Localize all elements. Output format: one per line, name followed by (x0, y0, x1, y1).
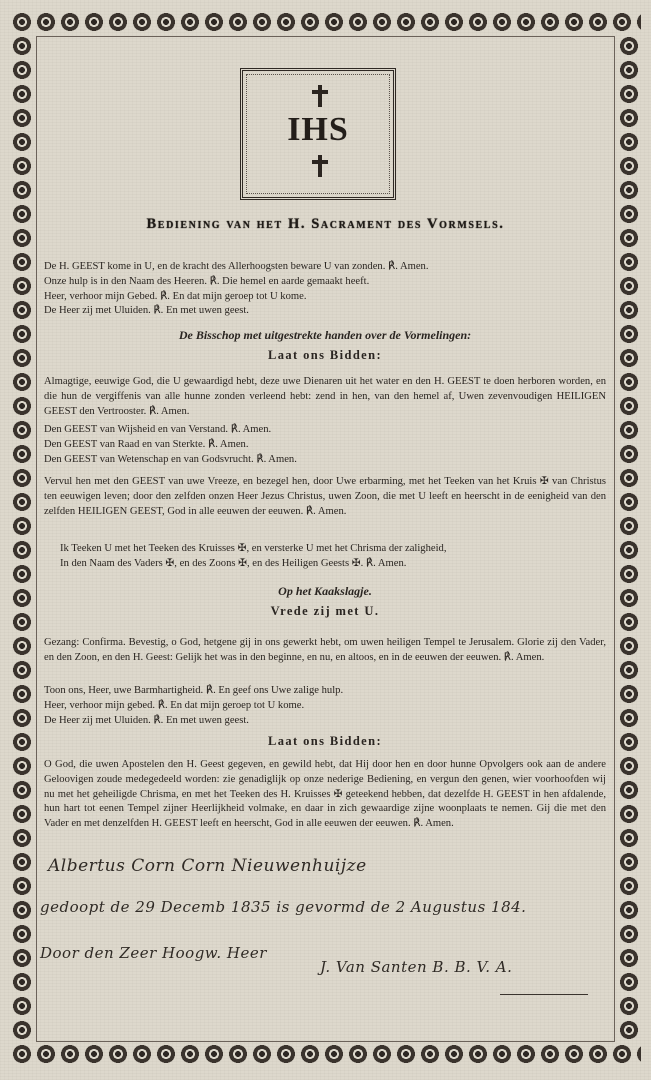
peace-heading: Vrede zij met U. (270, 604, 380, 618)
prayer-o-god: O God, die uwen Apostelen den H. Geest gegeven, en gewild hebt, dat Hij door hen en door hunne Opvolgers ook aan de andere Geloovigen zoude medegedeeld worden: zie genadiglijk op onze nederige Bediening, en vergun den genen, wier voorhoofden wij nu met het geheiligde Chrisma, en met het Teeken des H. Kruisses ✠ geteekend hebben, dat dezelfde H. GEEST in hen afdalende, hun hart tot eenen Tempel zijner Heerlijkheid volmake, en daar in zich gewaardige zijne woonplaats te nemen. Gij die met den Vader en met denzelfden H. GEEST leeft en heerscht, God in alle eeuwen der eeuwen. ℟. Amen. (44, 759, 606, 830)
spirits-list (44, 423, 606, 467)
ornamental-border-right (617, 34, 641, 1042)
confirmation-formula (60, 542, 600, 572)
spirit-line: Den GEEST van Raad en van Sterkte. ℟. Amen. (44, 438, 249, 450)
document-title: Bediening van het H. Sacrament des Vormsels. (146, 216, 505, 232)
prayer-heading: Laat ons Bidden: (267, 734, 383, 748)
ornamental-border-left (10, 34, 34, 1042)
rubric-slap: Op het Kaakslagje. (278, 584, 372, 598)
closing-versicles (44, 684, 606, 728)
spirit-line: Den GEEST van Wijsheid en van Verstand. ℟. Amen. (44, 424, 272, 435)
gezang-confirma: Gezang: Confirma. Bevestig, o God, hetgene gij in ons gewerkt hebt, om uwen heiligen Tempel te Jerusalem. Glorie zij den Vader, en den Zoon, en den H. Geest: Gelijk het was in den beginne, en nu, en altoos, en in de eeuwen der eeuwen. ℟. Amen. (44, 637, 606, 663)
versicle-line: Heer, verhoor mijn gebed. ℟. En dat mijn geroep tot U kome. (44, 699, 305, 711)
ornamental-border-bottom (10, 1042, 641, 1066)
ihs-monogram-frame (240, 68, 396, 200)
signature-underline (500, 994, 588, 995)
versicle-line: De Heer zij met Uluiden. ℟. En met uwen geest. (44, 714, 249, 726)
handwritten-signature: J. Van Santen B. B. V. A. (320, 958, 513, 976)
handwritten-officiant: Door den Zeer Hoogw. Heer (40, 944, 267, 962)
versicle-line: Toon ons, Heer, uwe Barmhartigheid. ℟. En geef ons Uwe zalige hulp. (44, 685, 344, 696)
opening-line: Heer, verhoor mijn Gebed. ℟. En dat mijn geroep tot U kome. (44, 290, 307, 302)
ornamental-border-top (10, 10, 641, 34)
handwritten-baptism-confirmation: gedoopt de 29 Decemb 1835 is gevormd de 2 Augustus 184. (40, 898, 527, 916)
rubric-outstretched-hands: De Bisschop met uitgestrekte handen over de Vormelingen: (178, 328, 472, 342)
spirit-line: Den GEEST van Wetenschap en van Godsvrucht. ℟. Amen. (44, 453, 297, 465)
prayer-fill: Vervul hen met den GEEST van uwe Vreeze, en bezegel hen, door Uwe erbarming, met het Teeken van het Kruis ✠ van Christus ten eeuwigen leven; door den zelfden onzen Heer Jezus Christus, uwen Zoon, die met U leeft en heerscht in de eenigheid van den zelfden HEILIGEN GEEST, God in alle eeuwen der eeuwen. ℟. Amen. (44, 476, 606, 517)
opening-line: De Heer zij met Uluiden. ℟. En met uwen geest. (44, 305, 249, 317)
handwritten-name: Albertus Corn Corn Nieuwenhuijze (48, 856, 367, 876)
opening-versicles (44, 260, 606, 319)
opening-line: De H. GEEST kome in U, en de kracht des Allerhoogsten beware U van zonden. ℟. Amen. (44, 261, 429, 272)
prayer-almighty: Almagtige, eeuwige God, die U gewaardigd hebt, deze uwe Dienaren uit het water en den H. GEEST te doen herboren worden, en die hun de vergiffenis van alle hunne zonden verleend hebt: zend in hen, van den hemel af, Uwen zevenvoudigen HEILIGEN GEEST den Vertrooster. ℟. Amen. (44, 376, 606, 417)
prayer-heading: Laat ons Bidden: (267, 348, 383, 362)
formula-line: In den Naam des Vaders ✠, en des Zoons ✠, en des Heiligen Geests ✠. ℟. Amen. (60, 557, 407, 569)
opening-line: Onze hulp is in den Naam des Heeren. ℟. Die hemel en aarde gemaakt heeft. (44, 275, 370, 287)
cross-icon (312, 155, 328, 177)
ihs-monogram: IHS (287, 111, 349, 148)
cross-icon (312, 85, 328, 107)
formula-line: Ik Teeken U met het Teeken des Kruisses ✠, en versterke U met het Chrisma der zaligheid, (60, 543, 447, 554)
